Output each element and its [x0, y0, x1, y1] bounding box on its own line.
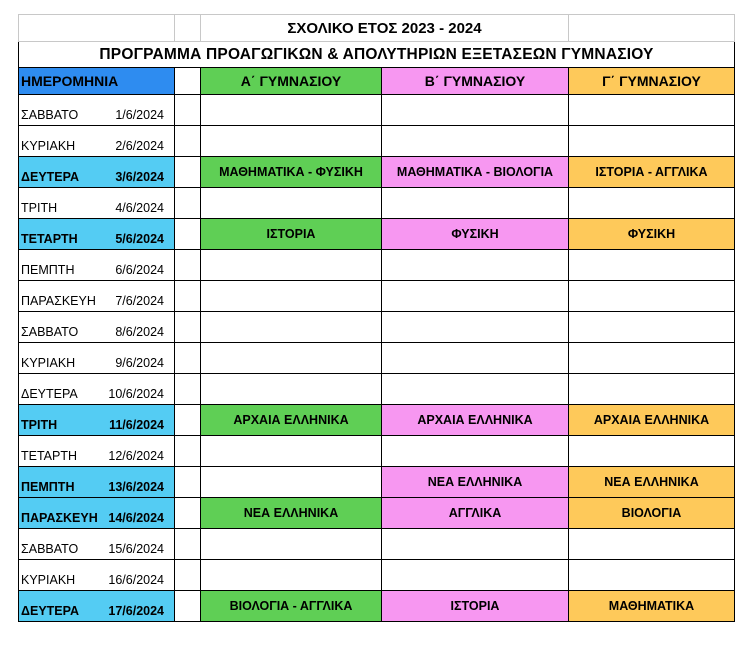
day-name: ΚΥΡΙΑΚΗ [21, 356, 76, 370]
schedule-row [19, 188, 735, 219]
class-b-cell[interactable] [382, 529, 569, 560]
class-b-cell[interactable]: ΙΣΤΟΡΙΑ [382, 591, 569, 622]
header-gap-cell [175, 68, 201, 95]
date-value: 7/6/2024 [115, 294, 164, 308]
class-a-cell[interactable] [201, 188, 382, 219]
gap-cell[interactable] [175, 591, 201, 622]
gap-cell[interactable] [175, 312, 201, 343]
gap-cell[interactable] [175, 188, 201, 219]
class-b-cell[interactable]: ΝΕΑ ΕΛΛΗΝΙΚΑ [382, 467, 569, 498]
class-a-cell[interactable] [201, 467, 382, 498]
date-cell[interactable] [19, 219, 175, 250]
school-year-title: ΣΧΟΛΙΚΟ ΕΤΟΣ 2023 - 2024 [201, 15, 569, 42]
class-c-cell[interactable]: ΜΑΘΗΜΑΤΙΚΑ [569, 591, 735, 622]
day-name: ΣΑΒΒΑΤΟ [21, 325, 79, 339]
class-a-cell[interactable] [201, 436, 382, 467]
class-c-cell[interactable] [569, 560, 735, 591]
schedule-row [19, 374, 735, 405]
title-spacer-cell[interactable] [19, 15, 175, 42]
class-c-cell[interactable] [569, 281, 735, 312]
date-value: 8/6/2024 [115, 325, 164, 339]
class-b-cell[interactable] [382, 312, 569, 343]
date-cell[interactable] [19, 312, 175, 343]
gap-cell[interactable] [175, 126, 201, 157]
gap-cell[interactable] [175, 250, 201, 281]
date-cell[interactable] [19, 250, 175, 281]
class-a-cell[interactable] [201, 560, 382, 591]
class-a-cell[interactable] [201, 343, 382, 374]
class-c-cell[interactable] [569, 188, 735, 219]
class-b-cell[interactable]: ΦΥΣΙΚΗ [382, 219, 569, 250]
day-name: ΤΡΙΤΗ [21, 201, 58, 215]
date-cell[interactable] [19, 188, 175, 219]
date-value: 5/6/2024 [115, 232, 164, 246]
gap-cell[interactable] [175, 560, 201, 591]
day-name: ΚΥΡΙΑΚΗ [21, 573, 76, 587]
class-b-cell[interactable] [382, 281, 569, 312]
gap-cell[interactable] [175, 498, 201, 529]
date-cell[interactable] [19, 374, 175, 405]
class-c-cell[interactable]: ΒΙΟΛΟΓΙΑ [569, 498, 735, 529]
subtitle-row [19, 42, 735, 68]
date-cell[interactable] [19, 467, 175, 498]
class-a-cell[interactable] [201, 281, 382, 312]
day-name: ΔΕΥΤΕΡΑ [21, 387, 78, 401]
gap-cell[interactable] [175, 343, 201, 374]
day-name: ΣΑΒΒΑΤΟ [21, 542, 79, 556]
gap-cell[interactable] [175, 374, 201, 405]
class-b-cell[interactable] [382, 188, 569, 219]
date-cell[interactable] [19, 405, 175, 436]
class-b-cell[interactable]: ΜΑΘΗΜΑΤΙΚΑ - ΒΙΟΛΟΓΙΑ [382, 157, 569, 188]
title-spacer-cell[interactable] [569, 15, 735, 42]
schedule-row [19, 126, 735, 157]
class-b-cell[interactable]: ΑΓΓΛΙΚΑ [382, 498, 569, 529]
date-cell[interactable] [19, 95, 175, 126]
day-name: ΔΕΥΤΕΡΑ [21, 604, 80, 618]
date-value: 1/6/2024 [115, 108, 164, 122]
class-b-cell[interactable] [382, 436, 569, 467]
class-c-cell[interactable]: ΙΣΤΟΡΙΑ - ΑΓΓΛΙΚΑ [569, 157, 735, 188]
class-b-cell[interactable] [382, 126, 569, 157]
date-value: 14/6/2024 [108, 511, 164, 525]
schedule-subtitle: ΠΡΟΓΡΑΜΜΑ ΠΡΟΑΓΩΓΙΚΩΝ & ΑΠΟΛΥΤΗΡΙΩΝ ΕΞΕΤΑΣΕΩΝ ΓΥΜΝΑΣΙΟΥ [19, 42, 735, 68]
class-a-cell[interactable]: ΒΙΟΛΟΓΙΑ - ΑΓΓΛΙΚΑ [201, 591, 382, 622]
date-value: 9/6/2024 [115, 356, 164, 370]
schedule-row [19, 281, 735, 312]
schedule-row [19, 591, 735, 622]
gap-cell[interactable] [175, 529, 201, 560]
schedule-row [19, 157, 735, 188]
day-name: ΤΕΤΑΡΤΗ [21, 449, 78, 463]
schedule-row [19, 498, 735, 529]
day-name: ΠΑΡΑΣΚΕΥΗ [21, 511, 98, 525]
date-cell[interactable] [19, 343, 175, 374]
day-name: ΠΑΡΑΣΚΕΥΗ [21, 294, 96, 308]
header-class-c: Γ΄ ΓΥΜΝΑΣΙΟΥ [569, 68, 735, 95]
class-c-cell[interactable] [569, 529, 735, 560]
date-cell[interactable] [19, 560, 175, 591]
class-b-cell[interactable] [382, 95, 569, 126]
schedule-row [19, 560, 735, 591]
class-a-cell[interactable] [201, 374, 382, 405]
date-value: 16/6/2024 [108, 573, 164, 587]
date-cell[interactable] [19, 126, 175, 157]
date-value: 12/6/2024 [108, 449, 164, 463]
class-c-cell[interactable] [569, 95, 735, 126]
schedule-row [19, 343, 735, 374]
class-a-cell[interactable] [201, 95, 382, 126]
date-value: 6/6/2024 [115, 263, 164, 277]
gap-cell[interactable] [175, 95, 201, 126]
day-name: ΔΕΥΤΕΡΑ [21, 170, 80, 184]
class-b-cell[interactable] [382, 343, 569, 374]
day-name: ΤΕΤΑΡΤΗ [21, 232, 78, 246]
schedule-row [19, 250, 735, 281]
date-value: 4/6/2024 [115, 201, 164, 215]
gap-cell[interactable] [175, 467, 201, 498]
date-cell[interactable] [19, 157, 175, 188]
class-b-cell[interactable] [382, 560, 569, 591]
title-row [19, 15, 735, 42]
date-cell[interactable] [19, 436, 175, 467]
schedule-row [19, 219, 735, 250]
class-c-cell[interactable] [569, 436, 735, 467]
day-name: ΤΡΙΤΗ [21, 418, 58, 432]
class-c-cell[interactable]: ΝΕΑ ΕΛΛΗΝΙΚΑ [569, 467, 735, 498]
date-value: 17/6/2024 [108, 604, 164, 618]
class-a-cell[interactable]: ΙΣΤΟΡΙΑ [201, 219, 382, 250]
date-cell[interactable] [19, 591, 175, 622]
schedule-row [19, 436, 735, 467]
day-name: ΠΕΜΠΤΗ [21, 263, 75, 277]
schedule-row [19, 312, 735, 343]
header-row [19, 68, 735, 95]
class-c-cell[interactable] [569, 312, 735, 343]
class-c-cell[interactable] [569, 343, 735, 374]
schedule-row [19, 95, 735, 126]
date-value: 3/6/2024 [115, 170, 164, 184]
class-b-cell[interactable]: ΑΡΧΑΙΑ ΕΛΛΗΝΙΚΑ [382, 405, 569, 436]
header-class-b: Β΄ ΓΥΜΝΑΣΙΟΥ [382, 68, 569, 95]
gap-cell[interactable] [175, 405, 201, 436]
schedule-row [19, 467, 735, 498]
date-value: 10/6/2024 [108, 387, 164, 401]
title-spacer-cell[interactable] [175, 15, 201, 42]
header-class-a: Α΄ ΓΥΜΝΑΣΙΟΥ [201, 68, 382, 95]
class-a-cell[interactable] [201, 250, 382, 281]
schedule-row [19, 405, 735, 436]
header-date: ΗΜΕΡΟΜΗΝΙΑ [19, 68, 175, 95]
date-cell[interactable] [19, 281, 175, 312]
class-a-cell[interactable] [201, 529, 382, 560]
class-a-cell[interactable] [201, 126, 382, 157]
class-c-cell[interactable] [569, 374, 735, 405]
date-value: 13/6/2024 [108, 480, 164, 494]
class-c-cell[interactable]: ΦΥΣΙΚΗ [569, 219, 735, 250]
day-name: ΣΑΒΒΑΤΟ [21, 108, 79, 122]
day-name: ΚΥΡΙΑΚΗ [21, 139, 76, 153]
schedule-row [19, 529, 735, 560]
class-a-cell[interactable]: ΑΡΧΑΙΑ ΕΛΛΗΝΙΚΑ [201, 405, 382, 436]
day-name: ΠΕΜΠΤΗ [21, 480, 75, 494]
class-c-cell[interactable]: ΑΡΧΑΙΑ ΕΛΛΗΝΙΚΑ [569, 405, 735, 436]
date-value: 15/6/2024 [108, 542, 164, 556]
date-value: 2/6/2024 [115, 139, 164, 153]
gap-cell[interactable] [175, 219, 201, 250]
class-a-cell[interactable]: ΝΕΑ ΕΛΛΗΝΙΚΑ [201, 498, 382, 529]
gap-cell[interactable] [175, 281, 201, 312]
class-a-cell[interactable]: ΜΑΘΗΜΑΤΙΚΑ - ΦΥΣΙΚΗ [201, 157, 382, 188]
gap-cell[interactable] [175, 436, 201, 467]
exam-schedule-table [18, 14, 735, 622]
gap-cell[interactable] [175, 157, 201, 188]
class-a-cell[interactable] [201, 312, 382, 343]
class-c-cell[interactable] [569, 250, 735, 281]
date-value: 11/6/2024 [109, 418, 164, 432]
date-cell[interactable] [19, 529, 175, 560]
class-b-cell[interactable] [382, 374, 569, 405]
class-c-cell[interactable] [569, 126, 735, 157]
date-cell[interactable] [19, 498, 175, 529]
class-b-cell[interactable] [382, 250, 569, 281]
